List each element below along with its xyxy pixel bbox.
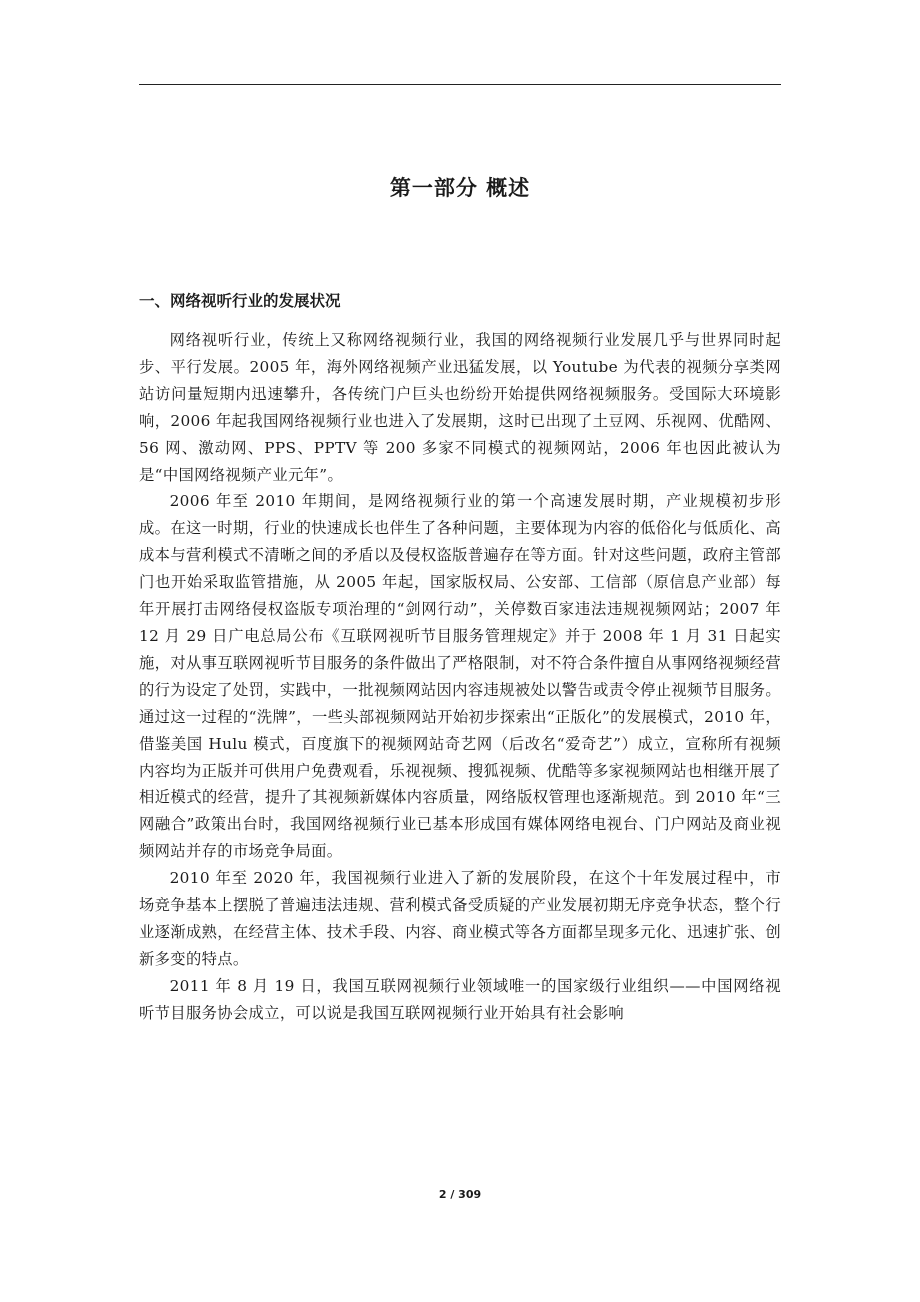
page-title: 第一部分 概述 [389, 176, 531, 200]
paragraph: 2011 年 8 月 19 日，我国互联网视频行业领域唯一的国家级行业组织——中国网络视听节目服务协会成立，可以说是我国互联网视频行业开始具有社会影响 [139, 976, 781, 1022]
section-heading: 一、网络视听行业的发展状况 [139, 292, 341, 310]
body-text [139, 327, 781, 1027]
paragraph: 网络视听行业，传统上又称网络视频行业，我国的网络视频行业发展几乎与世界同时起步、平行发展。2005 年，海外网络视频产业迅猛发展，以 Youtube 为代表的视频分享类网站访问量短期内迅速攀升，各传统门户巨头也纷纷开始提供网络视频服务。受国际大环境影响，2006 年起我国网络视频行业也进入了发展期，这时已出现了土豆网、乐视网、优酷网、56 网、激动网、PPS、PPTV 等 200 多家不同模式的视频网站，2006 年也因此被认为是“中国网络视频产业元年”。 [139, 331, 781, 484]
paragraph: 2010 年至 2020 年，我国视频行业进入了新的发展阶段，在这个十年发展过程中，市场竞争基本上摆脱了普遍违法违规、营利模式备受质疑的产业发展初期无序竞争状态，整个行业逐渐成熟，在经营主体、技术手段、内容、商业模式等各方面都呈现多元化、迅速扩张、创新多变的特点。 [139, 869, 781, 968]
page-number: 2 / 309 [438, 1188, 482, 1201]
header-rule [139, 84, 781, 85]
paragraph: 2006 年至 2010 年期间，是网络视频行业的第一个高速发展时期，产业规模初步形成。在这一时期，行业的快速成长也伴生了各种问题，主要体现为内容的低俗化与低质化、高成本与营利模式不清晰之间的矛盾以及侵权盗版普遍存在等方面。针对这些问题，政府主管部门也开始采取监管措施，从 2005 年起，国家版权局、公安部、工信部（原信息产业部）每年开展打击网络侵权盗版专项治理的“剑网行动”，关停数百家违法违规视频网站；2007 年 12 月 29 日广电总局公布《互联网视听节目服务管理规定》并于 2008 年 1 月 31 日起实施，对从事互联网视听节目服务的条件做出了严格限制，对不符合条件擅自从事网络视频经营的行为设定了处罚，实践中，一批视频网站因内容违规被处以警告或责令停止视频节目服务。通过这一过程的“洗牌”，一些头部视频网站开始初步探索出“正版化”的发展模式，2010 年，借鉴美国 Hulu 模式，百度旗下的视频网站奇艺网（后改名“爱奇艺”）成立，宣称所有视频内容均为正版并可供用户免费观看，乐视视频、搜狐视频、优酷等多家视频网站也相继开展了相近模式的经营，提升了其视频新媒体内容质量，网络版权管理也逐渐规范。到 2010 年“三网融合”政策出台时，我国网络视频行业已基本形成国有媒体网络电视台、门户网站及商业视频网站并存的市场竞争局面。 [139, 492, 781, 861]
